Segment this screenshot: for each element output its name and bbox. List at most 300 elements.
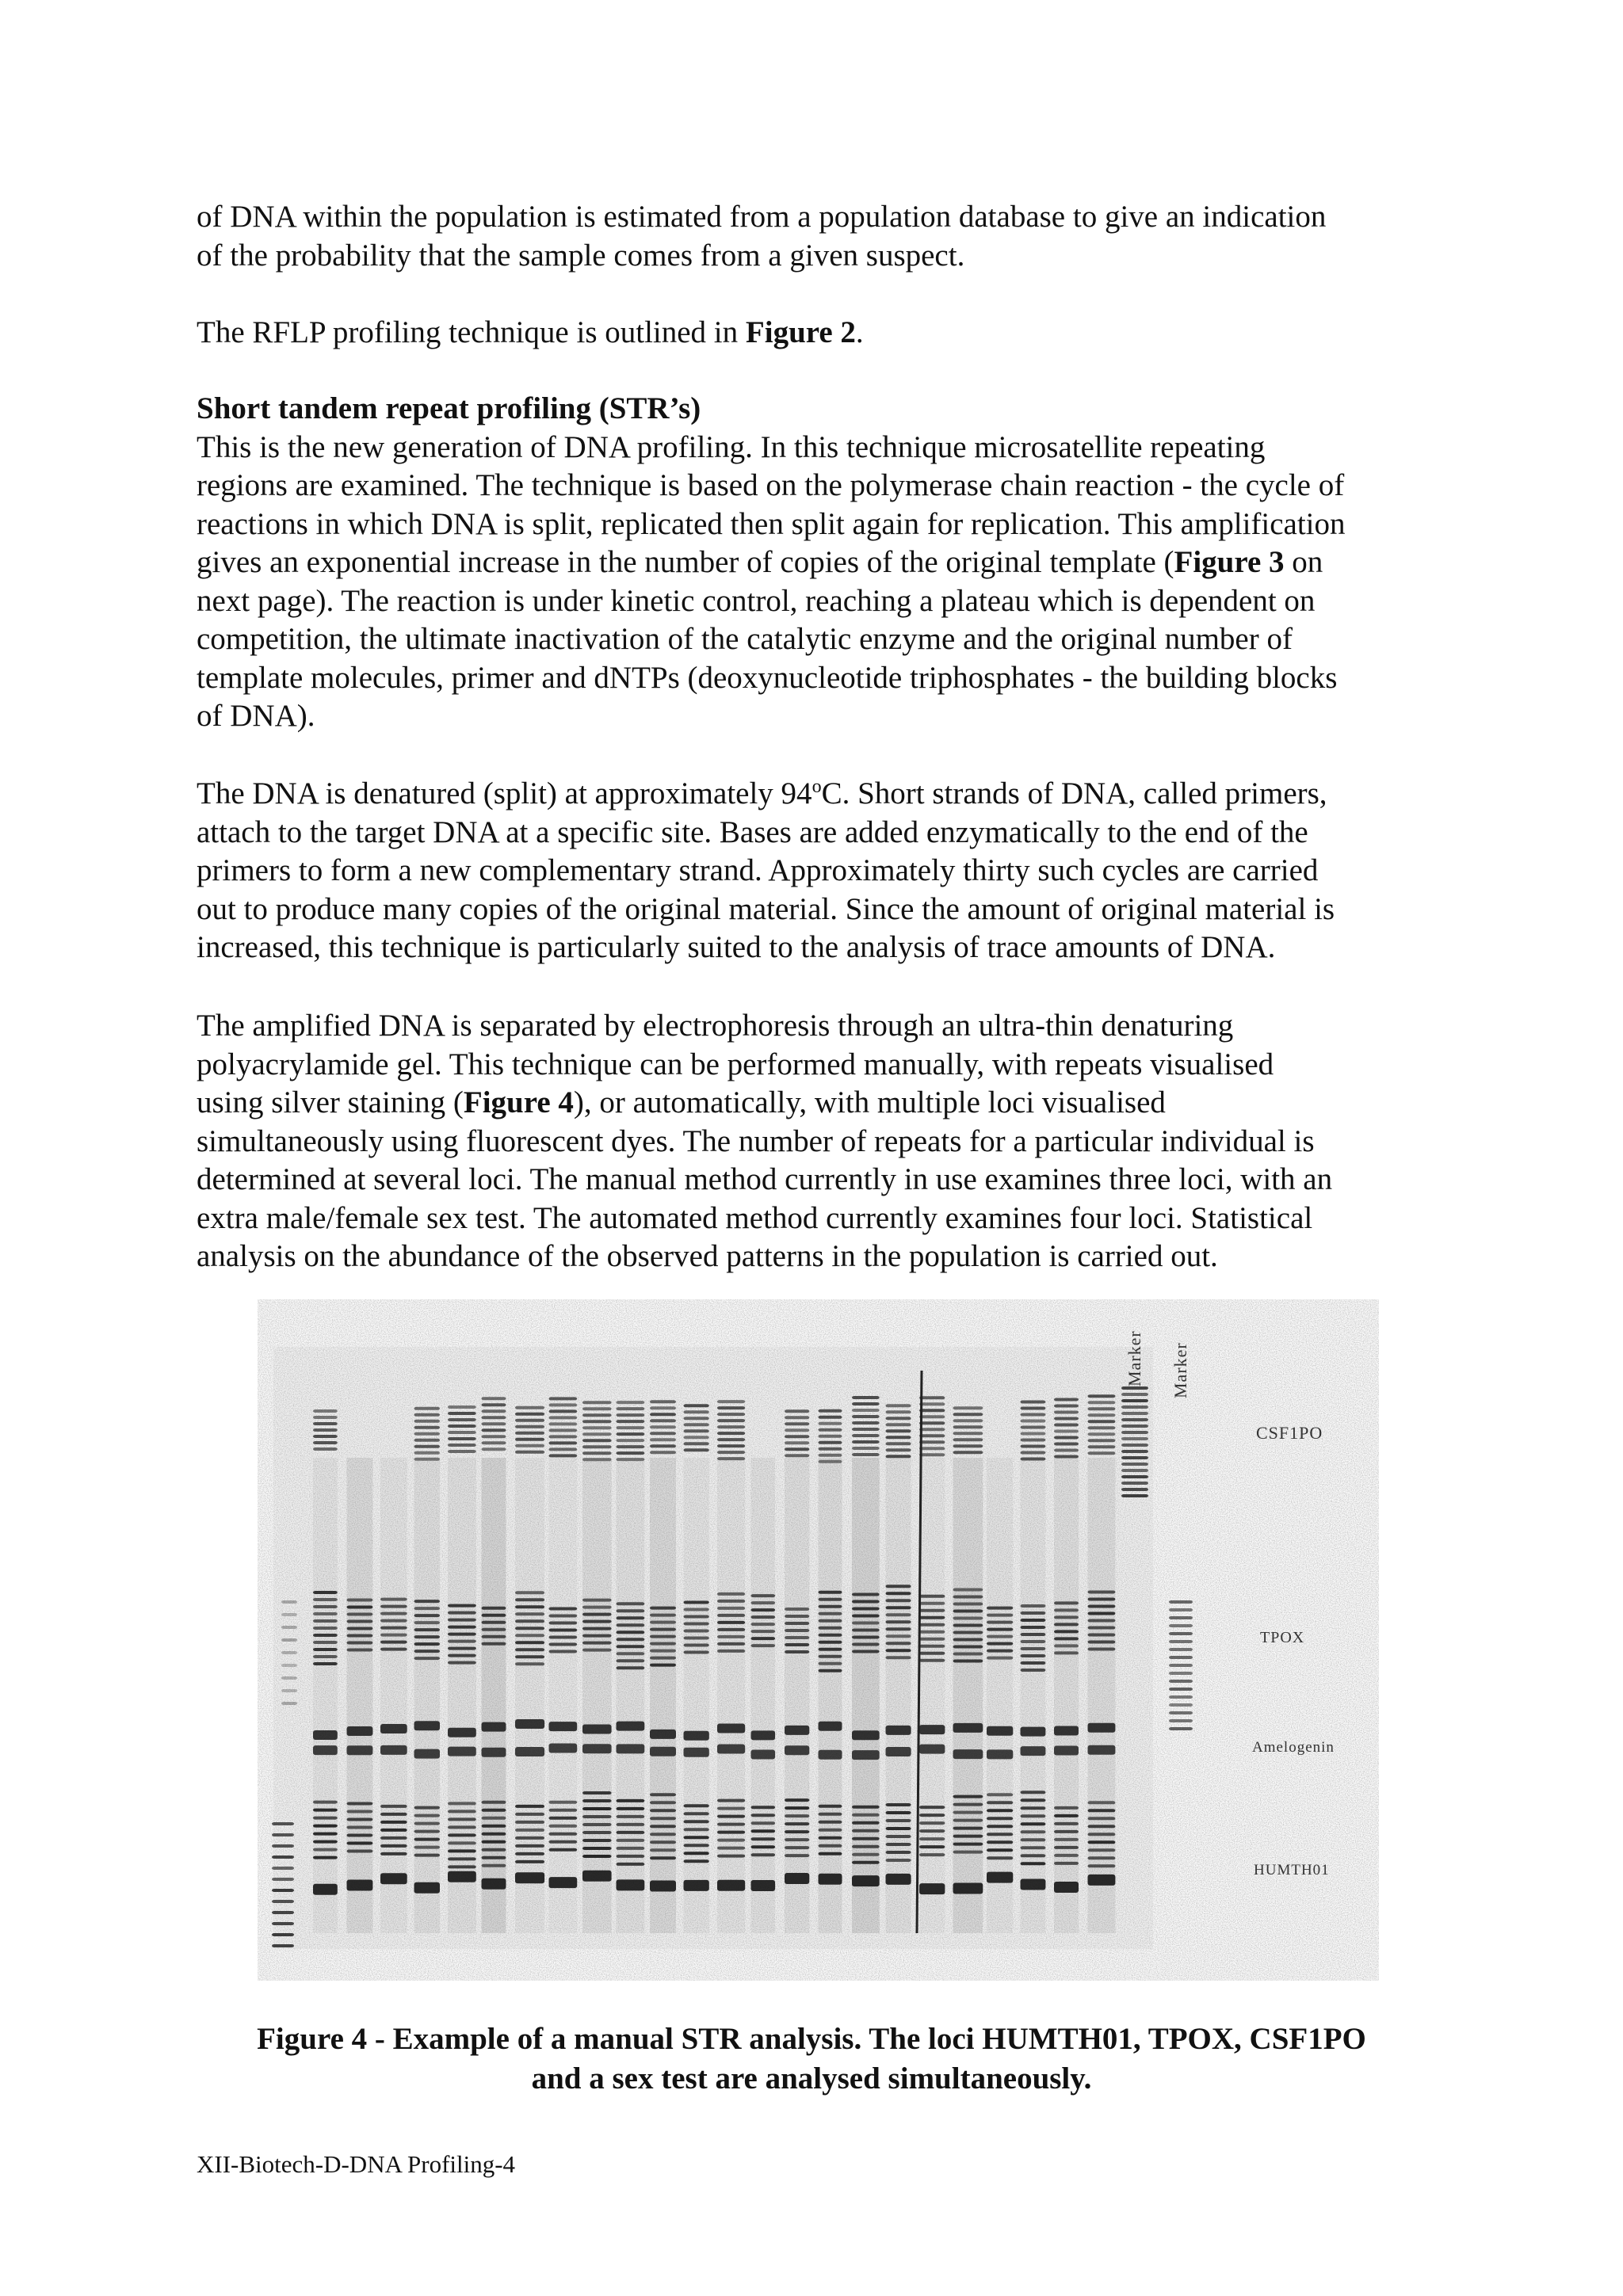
gel-band [819,1612,842,1615]
gel-band [1088,1825,1116,1828]
gel-band [953,1406,983,1409]
gel-band [582,1407,612,1410]
lane-smear [919,1458,945,1933]
gel-band [1021,1426,1046,1429]
gel-band [886,1819,911,1822]
text-run: The RFLP profiling technique is outlined in [197,315,746,349]
gel-band [785,1416,809,1419]
gel-band [1054,1436,1079,1440]
gel-band [886,1423,911,1426]
gel-band [347,1810,373,1814]
gel-band [549,1629,578,1632]
gel-band [448,1647,476,1650]
gel-band [1088,1641,1116,1644]
gel-band [819,1836,842,1840]
gel-band [515,1438,544,1441]
gel-band [1054,1443,1079,1446]
gel-band [650,1419,676,1422]
gel-band [549,1877,578,1888]
gel-band [819,1591,842,1594]
gel-band [785,1650,809,1653]
gel-band [852,1730,880,1740]
gel-band [684,1442,709,1445]
gel-band [549,1441,578,1444]
gel-band [819,1669,842,1672]
gel-band [1021,1432,1046,1436]
gel-band [582,1725,612,1734]
gel-band [272,1822,294,1825]
lane-smear [650,1458,676,1933]
gel-band [515,1641,544,1644]
gel-band [819,1641,842,1644]
gel-band [886,1874,911,1885]
gel-band [650,1451,676,1454]
gel-band [448,1857,476,1860]
gel-band [448,1412,476,1415]
gel-band [414,1749,441,1759]
gel-band [549,1608,578,1611]
lane-smear [549,1458,578,1933]
gel-band [953,1451,983,1454]
gel-band [272,1889,294,1892]
gel-band [987,1614,1013,1617]
gel-band [1054,1615,1079,1619]
gel-band [852,1806,880,1809]
gel-band [987,1650,1013,1653]
gel-band [953,1438,983,1441]
gel-band [819,1805,842,1808]
gel-band [347,1726,373,1736]
gel-band [414,1420,441,1423]
gel-band [380,1873,407,1884]
gel-band [1021,1633,1046,1636]
gel-band [684,1748,709,1757]
gel-band [886,1620,911,1623]
gel-band [785,1615,809,1618]
gel-band [448,1425,476,1428]
gel-band [886,1642,911,1645]
gel-band [482,1817,506,1820]
gel-band [717,1724,745,1733]
gel-band [953,1624,983,1627]
gel-band [549,1409,578,1413]
gel-band [482,1642,506,1646]
section-str-profiling [197,390,1449,736]
text-line: determined at several loci. The manual method currently in use examines three loci, with an [197,1162,1333,1196]
gel-band [482,1801,506,1804]
gel-band [617,1799,645,1802]
gel-band [1021,1611,1046,1615]
gel-band [886,1592,911,1595]
gel-band [886,1843,911,1846]
gel-band [549,1722,578,1731]
gel-band [717,1614,745,1617]
gel-band [313,1833,338,1836]
gel-band [819,1428,842,1432]
gel-band [1121,1431,1148,1434]
gel-band [313,1416,338,1419]
gel-band [852,1636,880,1639]
lane-smear [717,1458,745,1933]
gel-band [515,1634,544,1637]
gel-band [819,1662,842,1665]
gel-band [785,1830,809,1833]
gel-band [785,1798,809,1802]
gel-band [886,1859,911,1862]
gel-band [785,1409,809,1413]
gel-band [717,1642,745,1646]
gel-band [617,1439,645,1442]
gel-band [414,1806,441,1810]
gel-band [617,1445,645,1448]
gel-band [886,1811,911,1814]
gel-band [717,1635,745,1638]
gel-band [987,1726,1013,1736]
gel-band [617,1420,645,1423]
gel-band [582,1613,612,1616]
gel-band [1121,1425,1148,1428]
gel-band [482,1864,506,1867]
gel-band [414,1814,441,1817]
gel-band [582,1420,612,1423]
gel-band [1088,1598,1116,1601]
gel-band [650,1793,676,1796]
text-line: primers to form a new complementary strand. Approximately thirty such cycles are carried [197,853,1319,887]
gel-band [1054,1430,1079,1433]
gel-band [886,1417,911,1420]
gel-band [515,1805,544,1808]
gel-band [953,1835,983,1838]
gel-band [717,1621,745,1624]
gel-band [717,1432,745,1435]
gel-band [785,1447,809,1451]
gel-band [650,1809,676,1812]
gel-band [886,1835,911,1838]
degree-superscript: o [812,776,822,797]
gel-band [785,1636,809,1639]
gel-band [313,1648,338,1651]
gel-band [281,1600,297,1604]
gel-band [886,1436,911,1439]
gel-band [414,1721,441,1730]
gel-band [515,1419,544,1422]
gel-band [751,1829,776,1833]
gel-band [953,1653,983,1656]
gel-band [347,1880,373,1891]
gel-band [272,1878,294,1881]
gel-band [414,1822,441,1825]
text-line [197,543,1449,582]
gel-band [987,1793,1013,1796]
gel-band [650,1825,676,1828]
gel-band [953,1811,983,1814]
gel-band [313,1662,338,1665]
gel-band [987,1607,1013,1610]
gel-band [751,1853,776,1856]
gel-band [751,1814,776,1817]
gel-band [684,1410,709,1413]
gel-band [582,1432,612,1436]
gel-band [582,1634,612,1638]
gel-band [919,1806,945,1809]
gel-band [380,1612,407,1615]
gel-band [313,1840,338,1844]
gel-band [1088,1840,1116,1844]
lane-smear [953,1458,983,1933]
gel-band [582,1744,612,1753]
gel-band [617,1815,645,1818]
gel-band [751,1837,776,1840]
gel-band [1054,1862,1079,1865]
gel-band [313,1825,338,1828]
gel-band [987,1657,1013,1660]
gel-band [582,1439,612,1442]
gel-band [717,1628,745,1631]
gel-band [1054,1838,1079,1841]
gel-band [1169,1695,1193,1699]
gel-band [414,1830,441,1833]
lane-smear [819,1458,842,1933]
gel-band [953,1419,983,1422]
gel-band [414,1451,441,1455]
gel-band [819,1821,842,1824]
gel-band [852,1600,880,1604]
text-run: C. Short strands of DNA, called primers, [821,776,1327,810]
gel-band [1054,1455,1079,1459]
gel-band [886,1851,911,1854]
gel-band [347,1627,373,1630]
gel-band [717,1607,745,1610]
gel-band [582,1823,612,1826]
gel-band [313,1422,338,1425]
gel-band [272,1855,294,1859]
gel-band [1054,1417,1079,1421]
gel-band [414,1445,441,1448]
gel-band [751,1594,776,1597]
marker-label: Marker [1125,1330,1144,1386]
gel-band [448,1444,476,1447]
gel-band [919,1415,945,1418]
gel-band [819,1750,842,1760]
gel-band [617,1609,645,1612]
gel-band [650,1432,676,1435]
gel-band [886,1404,911,1407]
gel-band [751,1615,776,1619]
gel-band [785,1643,809,1646]
gel-band [886,1747,911,1756]
gel-band [617,1659,645,1662]
gel-band [919,1623,945,1627]
gel-band [515,1719,544,1729]
gel-band [819,1627,842,1630]
gel-band [1169,1664,1193,1667]
gel-band [414,1657,441,1660]
gel-band [919,1821,945,1825]
gel-band [987,1809,1013,1812]
gel-band [549,1636,578,1639]
gel-band [549,1809,578,1812]
gel-band [717,1413,745,1416]
gel-band [1121,1393,1148,1396]
text-run: . [855,315,864,349]
gel-band [313,1655,338,1658]
gel-band [751,1750,776,1760]
gel-band [650,1664,676,1667]
gel-band [1021,1727,1046,1737]
gel-band [886,1448,911,1451]
text-line: simultaneously using fluorescent dyes. The number of repeats for a particular individual is [197,1123,1315,1158]
gel-band [347,1642,373,1645]
gel-band [1021,1407,1046,1410]
gel-band [785,1629,809,1632]
text-line: next page). The reaction is under kinetic control, reaching a plateau which is dependent on [197,583,1316,618]
gel-band [414,1426,441,1429]
lane-smear [414,1458,440,1933]
lane-smear [448,1458,476,1933]
marker-label: Marker [1170,1342,1190,1398]
gel-band [448,1405,476,1409]
gel-band [1169,1719,1193,1722]
gel-band [819,1844,842,1848]
gel-band [684,1804,709,1807]
gel-band [919,1659,945,1662]
gel-band [582,1871,612,1882]
text-line [197,314,1449,353]
gel-band [717,1831,745,1834]
gel-band [987,1621,1013,1624]
gel-band [1088,1875,1116,1886]
gel-band [1088,1856,1116,1859]
gel-band [1021,1846,1046,1849]
gel-band [313,1428,338,1432]
gel-band [1088,1451,1116,1455]
gel-band [1121,1494,1148,1497]
gel-band [482,1428,506,1432]
gel-band [819,1634,842,1637]
gel-band [549,1848,578,1852]
lane-smear [785,1458,809,1933]
gel-band [1021,1640,1046,1643]
text-run: ), or automatically, with multiple loci visualised [573,1085,1166,1119]
gel-band [1121,1488,1148,1491]
gel-band [1088,1809,1116,1812]
gel-band [448,1728,476,1737]
gel-band [448,1833,476,1836]
gel-band [347,1649,373,1652]
gel-band [819,1813,842,1816]
gel-band [549,1422,578,1425]
gel-band [886,1649,911,1652]
page-footer: XII-Biotech-D-DNA Profiling-4 [197,2150,516,2178]
gel-band [852,1829,880,1833]
gel-band [684,1429,709,1432]
gel-band [549,1615,578,1618]
gel-band [482,1441,506,1444]
gel-band [617,1638,645,1641]
gel-band [313,1612,338,1615]
gel-band [1169,1680,1193,1683]
gel-band [819,1619,842,1623]
text-run: The DNA is denatured (split) at approximately 94 [197,776,812,810]
gel-band [1021,1445,1046,1448]
gel-band [582,1620,612,1623]
gel-band [582,1451,612,1455]
gel-band [549,1801,578,1804]
gel-band [1088,1864,1116,1867]
gel-band [852,1434,880,1437]
gel-band [448,1841,476,1844]
gel-band [1021,1838,1046,1841]
gel-band [272,1844,294,1848]
gel-band [785,1726,809,1735]
gel-band [684,1828,709,1831]
gel-band [1169,1703,1193,1707]
gel-band [1054,1637,1079,1640]
gel-band [819,1648,842,1651]
gel-band [852,1821,880,1825]
gel-band [515,1860,544,1863]
gel-band [1121,1444,1148,1447]
gel-band [919,1616,945,1619]
gel-band [1121,1405,1148,1409]
gel-band [1021,1604,1046,1608]
gel-band [1021,1619,1046,1622]
gel-band [919,1609,945,1612]
gel-band [919,1837,945,1840]
gel-band [886,1455,911,1458]
gel-band [785,1838,809,1841]
gel-band [380,1634,407,1637]
gel-band [1054,1846,1079,1849]
gel-band [414,1650,441,1653]
gel-band [617,1645,645,1648]
paragraph-rflp-reference [197,314,1449,353]
gel-band [819,1435,842,1438]
gel-band [482,1607,506,1610]
gel-band [987,1872,1013,1883]
gel-band [987,1856,1013,1859]
gel-band [414,1614,441,1617]
gel-band [1054,1726,1079,1736]
gel-band [515,1432,544,1435]
gel-band [414,1439,441,1442]
gel-band [1054,1814,1079,1817]
gel-band [650,1848,676,1852]
gel-band [272,1833,294,1836]
gel-band [313,1641,338,1644]
gel-band [650,1840,676,1844]
gel-band [953,1803,983,1806]
text-line: The amplified DNA is separated by electrophoresis through an ultra-thin denaturing [197,1009,1234,1043]
gel-band [448,1654,476,1657]
gel-band [313,1619,338,1623]
gel-band [919,1396,945,1399]
gel-band [650,1406,676,1409]
gel-band [482,1422,506,1425]
lane-smear [751,1458,776,1933]
gel-band [272,1933,294,1936]
gel-band [852,1750,880,1760]
gel-band [347,1745,373,1755]
gel-band [582,1815,612,1818]
text-run: using silver staining ( [197,1085,464,1119]
gel-band [617,1863,645,1866]
gel-band [785,1435,809,1438]
gel-band [482,1447,506,1451]
text-line: regions are examined. The technique is based on the polymerase chain reaction - the cycle of [197,468,1345,502]
gel-band [515,1821,544,1824]
gel-band [886,1726,911,1735]
